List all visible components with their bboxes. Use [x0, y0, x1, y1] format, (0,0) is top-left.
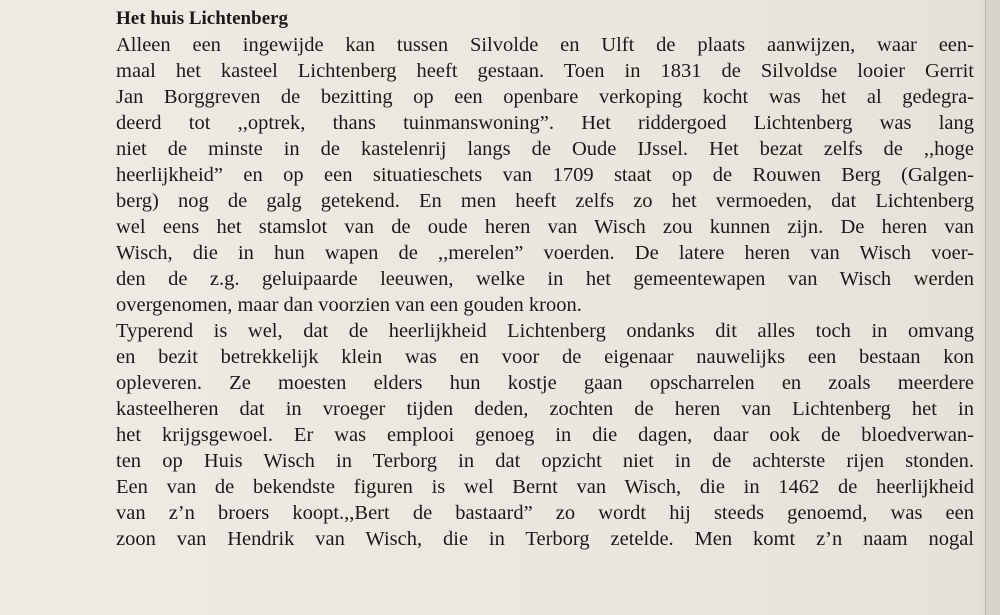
text-line: Jan Borggreven de bezitting op een openbare verkoping kocht was het al gedegra- [116, 86, 974, 108]
text-line: deerd tot ,,optrek, thans tuinmanswoning”. Het riddergoed Lichtenberg was lang [116, 112, 974, 134]
text-line: maal het kasteel Lichtenberg heeft gestaan. Toen in 1831 de Silvoldse looier Gerrit [116, 60, 974, 82]
text-line: Typerend is wel, dat de heerlijkheid Lichtenberg ondanks dit alles toch in omvang [116, 320, 974, 342]
text-line: het krijgsgewoel. Er was emplooi genoeg in die dagen, daar ook de bloedverwan- [116, 424, 974, 446]
text-line: Wisch, die in hun wapen de ,,merelen” voerden. De latere heren van Wisch voer- [116, 242, 974, 264]
text-line: heerlijkheid” en op een situatieschets van 1709 staat op de Rouwen Berg (Galgen- [116, 164, 974, 186]
text-line: berg) nog de galg getekend. En men heeft zelfs zo het vermoeden, dat Lichtenberg [116, 190, 974, 212]
paragraph-1 [116, 32, 974, 318]
paragraph-2 [116, 318, 974, 552]
text-line: niet de minste in de kastelenrij langs de Oude IJssel. Het bezat zelfs de ,,hoge [116, 138, 974, 160]
text-line: ten op Huis Wisch in Terborg in dat opzicht niet in de achterste rijen stonden. [116, 450, 974, 472]
text-line: opleveren. Ze moesten elders hun kostje gaan opscharrelen en zoals meerdere [116, 372, 974, 394]
text-line: kasteelheren dat in vroeger tijden deden, zochten de heren van Lichtenberg het in [116, 398, 974, 420]
text-line: van z’n broers koopt.,,Bert de bastaard” zo wordt hij steeds genoemd, was een [116, 502, 974, 524]
text-line: Een van de bekendste figuren is wel Bernt van Wisch, die in 1462 de heerlijkheid [116, 476, 974, 498]
page-edge-strip [986, 0, 1000, 615]
section-heading: Het huis Lichtenberg [116, 8, 289, 29]
text-line: en bezit betrekkelijk klein was en voor de eigenaar nauwelijks een bestaan kon [116, 346, 974, 368]
text-line: den de z.g. geluipaarde leeuwen, welke in het gemeentewapen van Wisch werden [116, 268, 974, 290]
text-line: zoon van Hendrik van Wisch, die in Terborg zetelde. Men komt z’n naam nogal [116, 528, 974, 550]
text-line: Alleen een ingewijde kan tussen Silvolde en Ulft de plaats aanwijzen, waar een- [116, 34, 974, 56]
text-line: overgenomen, maar dan voorzien van een gouden kroon. [116, 294, 582, 316]
text-line: wel eens het stamslot van de oude heren van Wisch zou kunnen zijn. De heren van [116, 216, 974, 238]
document-body [116, 6, 974, 552]
